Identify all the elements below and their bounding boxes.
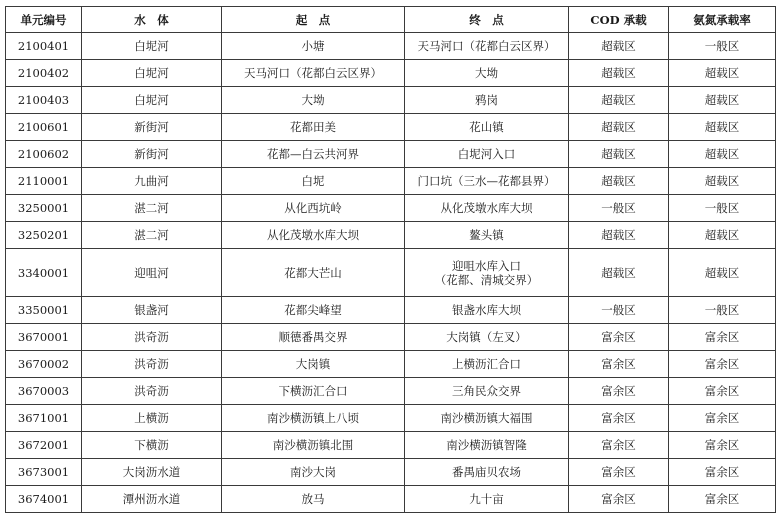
cell-start-point: 从化茂墩水库大坝 bbox=[222, 222, 405, 249]
cell-unit-id: 3673001 bbox=[6, 459, 82, 486]
cell-ammonia-load: 一般区 bbox=[669, 195, 776, 222]
header-end-point: 终 点 bbox=[405, 7, 569, 33]
table-row bbox=[6, 168, 776, 195]
cell-ammonia-load: 富余区 bbox=[669, 432, 776, 459]
cell-start-point: 顺德番禺交界 bbox=[222, 324, 405, 351]
table-row bbox=[6, 141, 776, 168]
cell-unit-id: 2100402 bbox=[6, 60, 82, 87]
cell-cod-load: 富余区 bbox=[569, 378, 669, 405]
cell-unit-id: 2110001 bbox=[6, 168, 82, 195]
cell-unit-id: 3250201 bbox=[6, 222, 82, 249]
cell-cod-load: 富余区 bbox=[569, 486, 669, 513]
cell-unit-id: 3340001 bbox=[6, 249, 82, 297]
cell-start-point: 大岗镇 bbox=[222, 351, 405, 378]
cell-cod-load: 富余区 bbox=[569, 405, 669, 432]
cell-start-point: 花都—白云共河界 bbox=[222, 141, 405, 168]
cell-water-body: 洪奇沥 bbox=[82, 351, 222, 378]
table-row bbox=[6, 459, 776, 486]
cell-water-body: 潭州沥水道 bbox=[82, 486, 222, 513]
cell-water-body: 湛二河 bbox=[82, 195, 222, 222]
cell-unit-id: 3250001 bbox=[6, 195, 82, 222]
cell-unit-id: 3672001 bbox=[6, 432, 82, 459]
cell-water-body: 大岗沥水道 bbox=[82, 459, 222, 486]
cell-water-body: 洪奇沥 bbox=[82, 378, 222, 405]
header-start-point: 起 点 bbox=[222, 7, 405, 33]
cell-cod-load: 一般区 bbox=[569, 297, 669, 324]
cell-water-body: 湛二河 bbox=[82, 222, 222, 249]
header-ammonia-load: 氨氮承载率 bbox=[669, 7, 776, 33]
cell-cod-load: 超载区 bbox=[569, 114, 669, 141]
table-row bbox=[6, 324, 776, 351]
table-row bbox=[6, 222, 776, 249]
cell-unit-id: 3350001 bbox=[6, 297, 82, 324]
cell-end-point: 天马河口（花都白云区界） bbox=[405, 33, 569, 60]
cell-ammonia-load: 超载区 bbox=[669, 87, 776, 114]
table-row bbox=[6, 249, 776, 297]
cell-end-point: 大坳 bbox=[405, 60, 569, 87]
cell-text-line: 迎咀水库入口 bbox=[452, 258, 521, 273]
cell-water-body: 洪奇沥 bbox=[82, 324, 222, 351]
cell-water-body: 新街河 bbox=[82, 114, 222, 141]
cell-ammonia-load: 富余区 bbox=[669, 459, 776, 486]
table-row bbox=[6, 405, 776, 432]
cell-water-body: 银盏河 bbox=[82, 297, 222, 324]
header-cod-load: COD 承载 bbox=[569, 7, 669, 33]
cell-ammonia-load: 富余区 bbox=[669, 405, 776, 432]
cell-ammonia-load: 超载区 bbox=[669, 60, 776, 87]
cell-cod-load: 富余区 bbox=[569, 459, 669, 486]
cell-cod-load: 富余区 bbox=[569, 324, 669, 351]
table-row bbox=[6, 351, 776, 378]
cell-unit-id: 3670003 bbox=[6, 378, 82, 405]
cell-unit-id: 2100403 bbox=[6, 87, 82, 114]
cell-end-point: 从化茂墩水库大坝 bbox=[405, 195, 569, 222]
water-load-table bbox=[5, 6, 776, 513]
cell-start-point: 花都尖峰望 bbox=[222, 297, 405, 324]
cell-start-point: 天马河口（花都白云区界） bbox=[222, 60, 405, 87]
cell-ammonia-load: 富余区 bbox=[669, 378, 776, 405]
table-header bbox=[6, 7, 776, 33]
table-row bbox=[6, 87, 776, 114]
cell-end-point: 门口坑（三水—花都县界） bbox=[405, 168, 569, 195]
cell-start-point: 南沙横沥镇上八顷 bbox=[222, 405, 405, 432]
cell-unit-id: 3671001 bbox=[6, 405, 82, 432]
cell-ammonia-load: 超载区 bbox=[669, 114, 776, 141]
table-row bbox=[6, 486, 776, 513]
cell-end-point: 银盏水库大坝 bbox=[405, 297, 569, 324]
cell-start-point: 花都田美 bbox=[222, 114, 405, 141]
header-row bbox=[6, 7, 776, 33]
cell-water-body: 迎咀河 bbox=[82, 249, 222, 297]
cell-start-point: 南沙大岗 bbox=[222, 459, 405, 486]
table-row bbox=[6, 60, 776, 87]
cell-unit-id: 2100401 bbox=[6, 33, 82, 60]
cell-water-body: 上横沥 bbox=[82, 405, 222, 432]
cell-cod-load: 超载区 bbox=[569, 87, 669, 114]
table-row bbox=[6, 297, 776, 324]
document-page bbox=[5, 6, 775, 513]
table-row bbox=[6, 33, 776, 60]
cell-start-point: 放马 bbox=[222, 486, 405, 513]
cell-cod-load: 超载区 bbox=[569, 60, 669, 87]
cell-text-line: （花都、清城交界） bbox=[434, 272, 539, 287]
cell-ammonia-load: 一般区 bbox=[669, 297, 776, 324]
cell-cod-load: 超载区 bbox=[569, 168, 669, 195]
cell-cod-load: 超载区 bbox=[569, 33, 669, 60]
cell-cod-load: 富余区 bbox=[569, 351, 669, 378]
table-row bbox=[6, 114, 776, 141]
cell-water-body: 新街河 bbox=[82, 141, 222, 168]
cell-cod-load: 超载区 bbox=[569, 249, 669, 297]
cell-ammonia-load: 富余区 bbox=[669, 351, 776, 378]
cell-water-body: 白坭河 bbox=[82, 33, 222, 60]
cell-end-point bbox=[405, 249, 569, 297]
cell-start-point: 下横沥汇合口 bbox=[222, 378, 405, 405]
cell-cod-load: 富余区 bbox=[569, 432, 669, 459]
table-row bbox=[6, 378, 776, 405]
cell-end-point: 大岗镇（左叉） bbox=[405, 324, 569, 351]
cell-end-point: 花山镇 bbox=[405, 114, 569, 141]
cell-cod-load: 超载区 bbox=[569, 141, 669, 168]
cell-water-body: 白坭河 bbox=[82, 60, 222, 87]
cell-end-point: 九十亩 bbox=[405, 486, 569, 513]
cell-end-point: 白坭河入口 bbox=[405, 141, 569, 168]
cell-ammonia-load: 富余区 bbox=[669, 486, 776, 513]
header-unit-id: 单元编号 bbox=[6, 7, 82, 33]
cell-end-point: 南沙横沥镇智隆 bbox=[405, 432, 569, 459]
cell-cod-load: 一般区 bbox=[569, 195, 669, 222]
cell-unit-id: 3670001 bbox=[6, 324, 82, 351]
cell-start-point: 小塘 bbox=[222, 33, 405, 60]
cell-end-point: 上横沥汇合口 bbox=[405, 351, 569, 378]
cell-end-point: 三角民众交界 bbox=[405, 378, 569, 405]
cell-start-point: 南沙横沥镇北围 bbox=[222, 432, 405, 459]
table-body bbox=[6, 33, 776, 513]
cell-cod-load: 超载区 bbox=[569, 222, 669, 249]
header-water-body: 水 体 bbox=[82, 7, 222, 33]
table-row bbox=[6, 432, 776, 459]
cell-unit-id: 3674001 bbox=[6, 486, 82, 513]
cell-end-point: 鳌头镇 bbox=[405, 222, 569, 249]
cell-water-body: 下横沥 bbox=[82, 432, 222, 459]
cell-water-body: 白坭河 bbox=[82, 87, 222, 114]
cell-start-point: 花都大芒山 bbox=[222, 249, 405, 297]
cell-start-point: 大坳 bbox=[222, 87, 405, 114]
cell-ammonia-load: 一般区 bbox=[669, 33, 776, 60]
cell-start-point: 从化西坑岭 bbox=[222, 195, 405, 222]
cell-water-body: 九曲河 bbox=[82, 168, 222, 195]
table-row bbox=[6, 195, 776, 222]
cell-unit-id: 2100601 bbox=[6, 114, 82, 141]
cell-ammonia-load: 富余区 bbox=[669, 324, 776, 351]
cell-unit-id: 2100602 bbox=[6, 141, 82, 168]
cell-ammonia-load: 超载区 bbox=[669, 249, 776, 297]
cell-end-point: 番禺庙贝农场 bbox=[405, 459, 569, 486]
cell-start-point: 白坭 bbox=[222, 168, 405, 195]
cell-ammonia-load: 超载区 bbox=[669, 141, 776, 168]
cell-end-point: 南沙横沥镇大福围 bbox=[405, 405, 569, 432]
cell-end-point: 鸦岗 bbox=[405, 87, 569, 114]
cell-ammonia-load: 超载区 bbox=[669, 168, 776, 195]
cell-ammonia-load: 超载区 bbox=[669, 222, 776, 249]
cell-unit-id: 3670002 bbox=[6, 351, 82, 378]
